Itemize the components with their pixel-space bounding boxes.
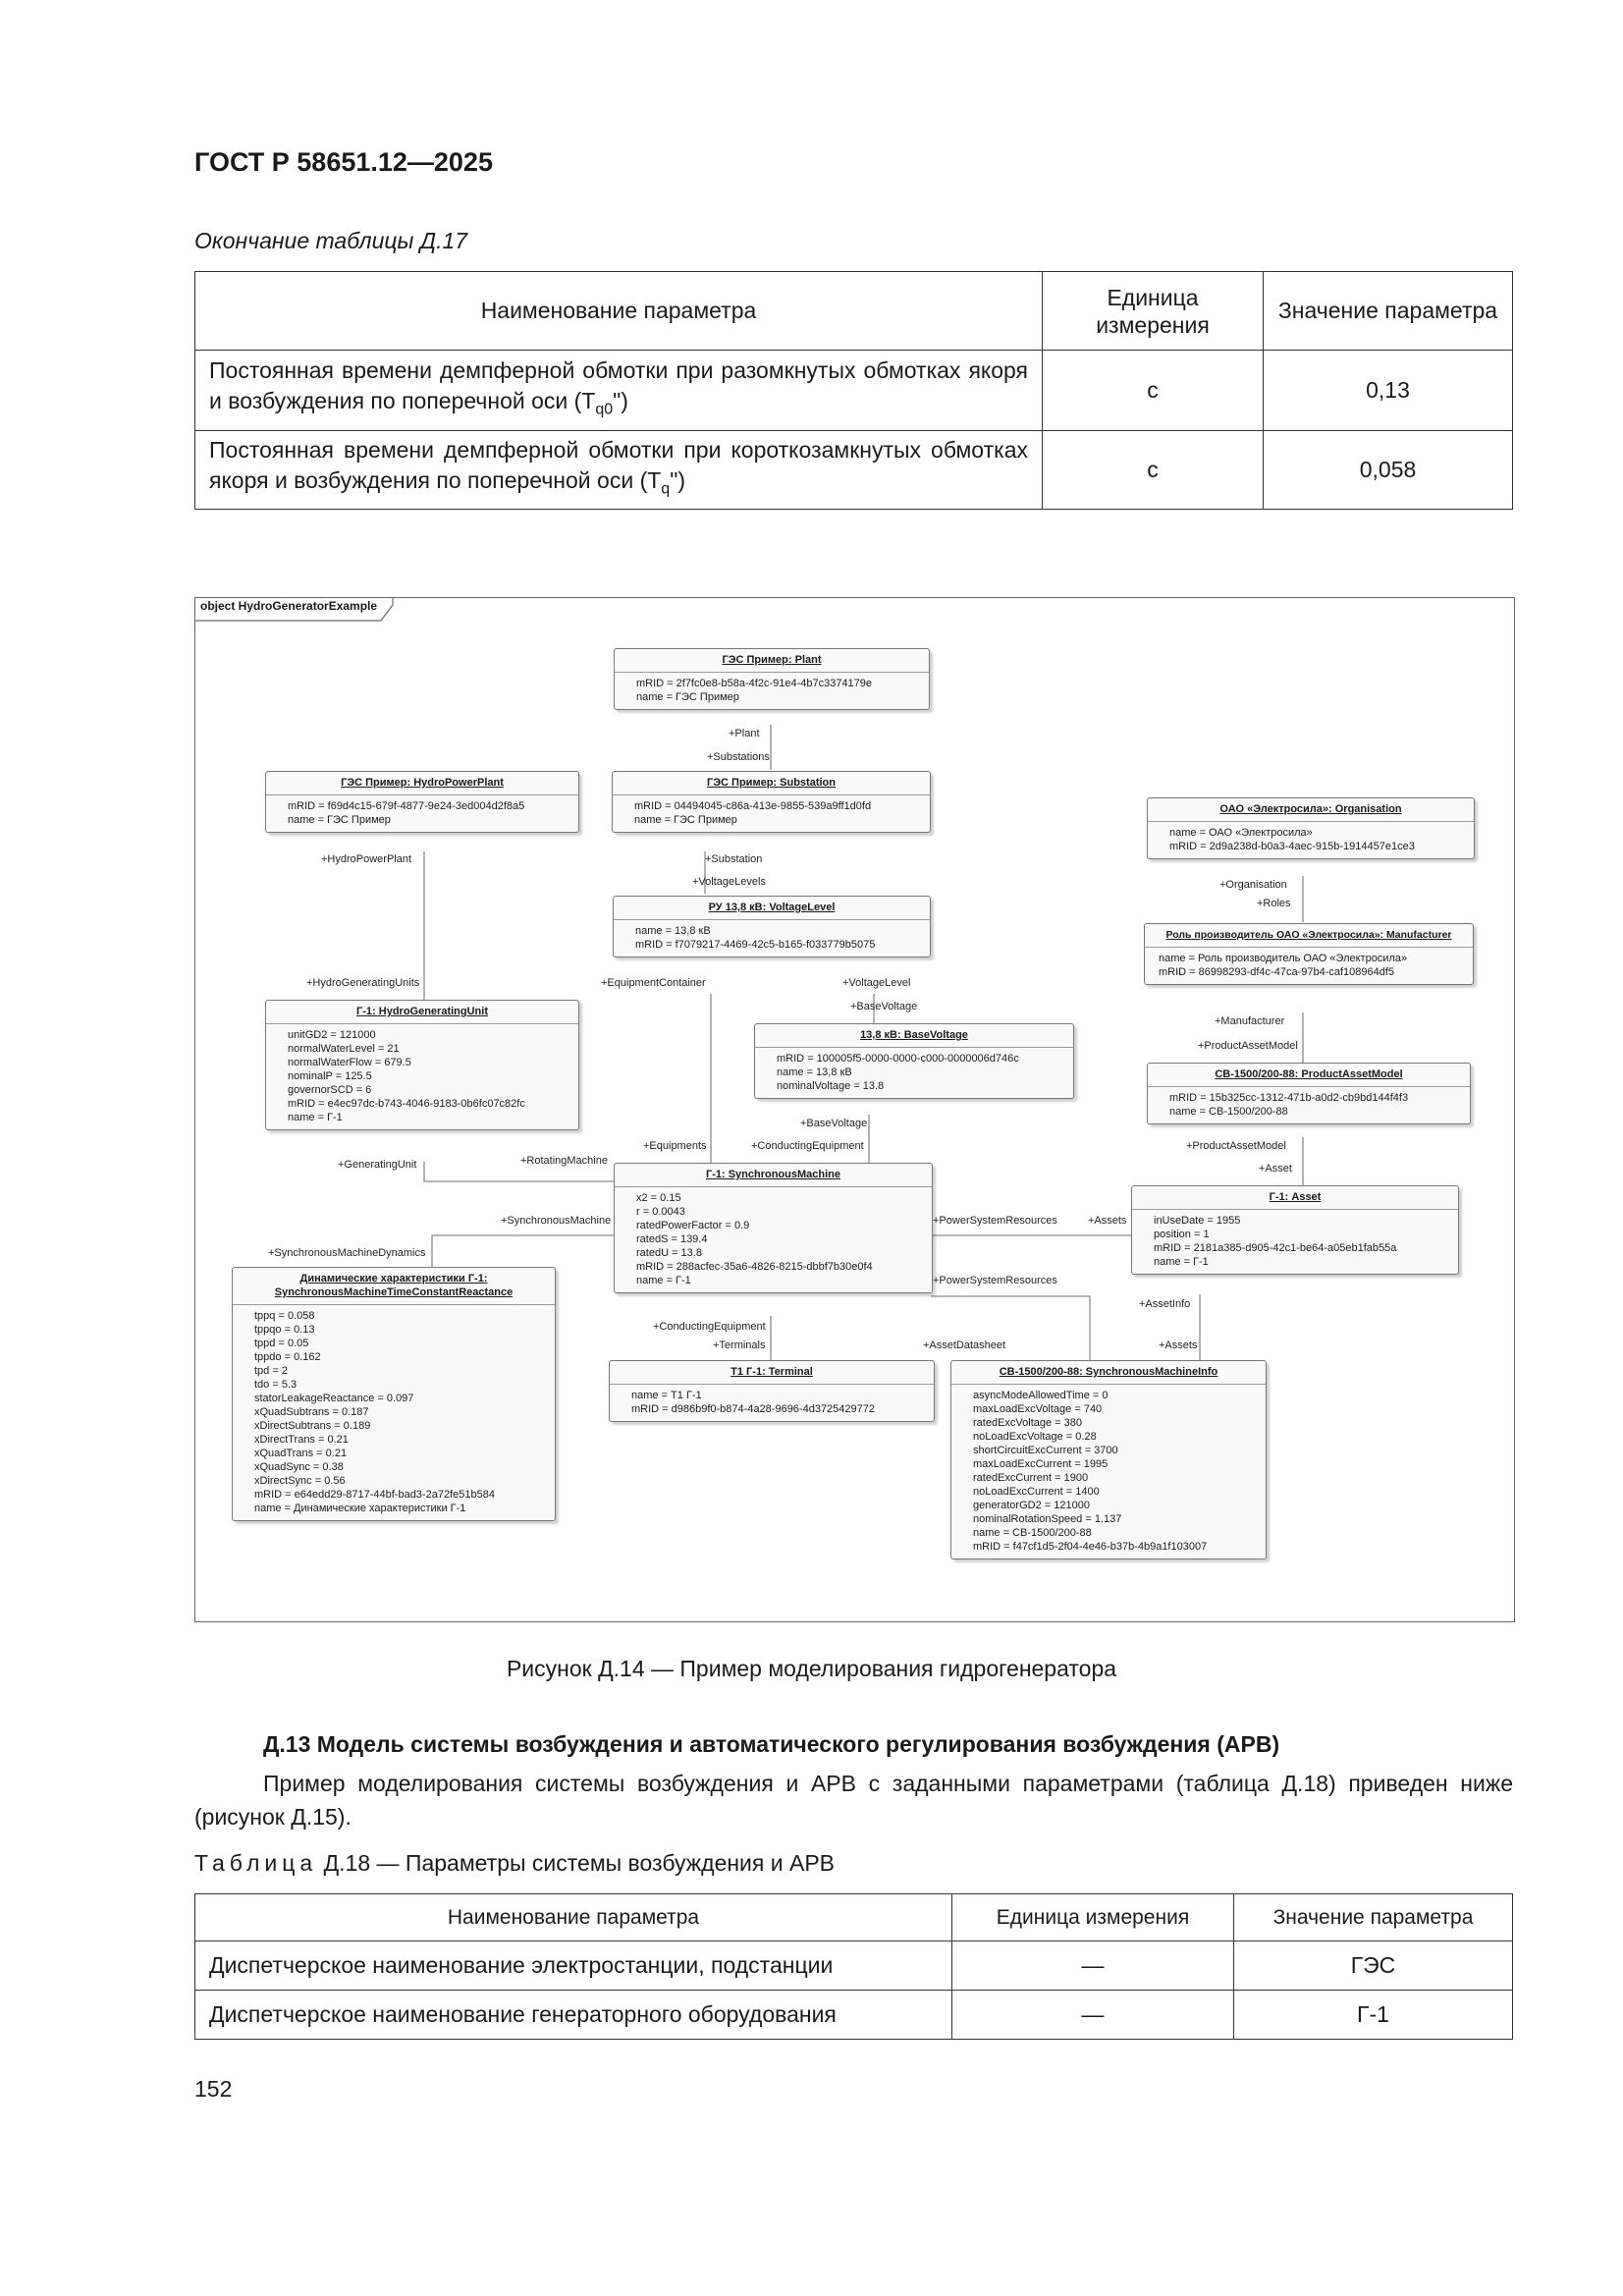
param-name-cell: Диспетчерское наименование электростанции, подстанции xyxy=(195,1941,952,1991)
role-label: +SynchronousMachineDynamics xyxy=(268,1247,426,1259)
role-label: +PowerSystemResources xyxy=(933,1215,1057,1227)
uml-box-substation xyxy=(612,771,931,833)
box-title: Г-1: Asset xyxy=(1132,1186,1458,1210)
section-heading: Д.13 Модель системы возбуждения и автоматического регулирования возбуждения (АРВ) xyxy=(263,1731,1280,1757)
section-paragraph: Пример моделирования системы возбуждения и АРВ с заданными параметрами (таблица Д.18) приведен ниже (рисунок Д.15). xyxy=(194,1771,1513,1830)
attribute: ratedS = 139.4 xyxy=(636,1233,708,1245)
box-attributes xyxy=(951,1385,1266,1558)
frame-label: object HydroGeneratorExample xyxy=(200,599,378,613)
sm-dynamics-link xyxy=(432,1235,614,1267)
attribute: normalWaterFlow = 679.5 xyxy=(288,1057,411,1068)
attribute: mRID = 86998293-df4c-47ca-97b4-caf108964df5 xyxy=(1159,966,1395,978)
box-title-line: SynchronousMachineTimeConstantReactance xyxy=(274,1286,514,1298)
column-header: Наименование параметра xyxy=(195,272,1043,351)
uml-box-manufacturer xyxy=(1144,923,1474,985)
attribute: xDirectSync = 0.56 xyxy=(254,1475,346,1487)
box-attributes xyxy=(613,795,930,832)
value-cell: Г-1 xyxy=(1234,1991,1513,2040)
box-title: ГЭС Пример: HydroPowerPlant xyxy=(266,772,578,795)
attribute: governorSCD = 6 xyxy=(288,1084,372,1096)
table-caption: Таблица Д.18 — Параметры системы возбуждения и АРВ xyxy=(194,1850,836,1876)
table-d18 xyxy=(194,1893,1513,2040)
value-cell: ГЭС xyxy=(1234,1941,1513,1991)
role-label: +ConductingEquipment xyxy=(653,1321,766,1333)
attribute: name = СВ-1500/200-88 xyxy=(973,1527,1092,1539)
attribute: tdo = 5.3 xyxy=(254,1379,298,1391)
unit-cell: с xyxy=(1043,351,1264,431)
uml-box-productassetmodel xyxy=(1147,1063,1471,1124)
role-label: +ConductingEquipment xyxy=(751,1140,864,1152)
table-row xyxy=(195,1941,1513,1991)
attribute: ratedU = 13.8 xyxy=(636,1247,702,1259)
attribute: tppd = 0.05 xyxy=(254,1338,309,1349)
attribute: noLoadExcCurrent = 1400 xyxy=(973,1486,1100,1498)
attribute: asyncModeAllowedTime = 0 xyxy=(973,1390,1109,1401)
attribute: mRID = d986b9f0-b874-4a28-9696-4d3725429772 xyxy=(631,1403,875,1415)
attribute: tppq = 0.058 xyxy=(254,1310,315,1322)
attribute: nominalRotationSpeed = 1.137 xyxy=(973,1513,1122,1525)
uml-box-voltagelevel xyxy=(613,896,931,957)
attribute: xDirectTrans = 0.21 xyxy=(254,1434,349,1446)
attribute: generatorGD2 = 121000 xyxy=(973,1500,1090,1511)
role-label: +ProductAssetModel xyxy=(1198,1040,1298,1052)
box-attributes xyxy=(1148,1087,1470,1123)
attribute: mRID = e64edd29-8717-44bf-bad3-2a72fe51b584 xyxy=(254,1489,495,1501)
attribute: maxLoadExcCurrent = 1995 xyxy=(973,1458,1109,1470)
box-title: СВ-1500/200-88: SynchronousMachineInfo xyxy=(951,1361,1266,1385)
attribute: mRID = f69d4c15-679f-4877-9e24-3ed004d2f8a5 xyxy=(288,800,525,812)
attribute: name = Динамические характеристики Г-1 xyxy=(254,1503,466,1514)
box-title: Г-1: HydroGeneratingUnit xyxy=(266,1001,578,1024)
value-cell: 0,13 xyxy=(1264,351,1513,431)
box-title-line: Динамические характеристики Г-1: xyxy=(299,1273,488,1285)
value-cell: 0,058 xyxy=(1264,431,1513,510)
unit-cell: — xyxy=(952,1991,1234,2040)
attribute: name = Г-1 xyxy=(636,1275,691,1286)
role-label: +PowerSystemResources xyxy=(933,1275,1057,1286)
box-title: РУ 13,8 кВ: VoltageLevel xyxy=(614,897,930,920)
box-title: ГЭС Пример: Plant xyxy=(615,649,929,673)
unit-cell: с xyxy=(1043,431,1264,510)
box-attributes xyxy=(1132,1210,1458,1274)
figure-caption: Рисунок Д.14 — Пример моделирования гидрогенератора xyxy=(506,1656,1117,1681)
document-title: ГОСТ Р 58651.12—2025 xyxy=(194,147,493,177)
attribute: mRID = 2f7fc0e8-b58a-4f2c-91e4-4b7c3374179e xyxy=(636,678,873,689)
box-title: СВ-1500/200-88: ProductAssetModel xyxy=(1148,1064,1470,1087)
attribute: ratedExcCurrent = 1900 xyxy=(973,1472,1089,1484)
uml-box-hydrogeneratingunit xyxy=(265,1000,579,1130)
attribute: name = ГЭС Пример xyxy=(634,814,737,826)
attribute: name = Роль производитель ОАО «Электросила» xyxy=(1159,953,1408,964)
role-label: +Asset xyxy=(1259,1163,1292,1175)
box-attributes xyxy=(233,1305,555,1520)
attribute: xQuadSubtrans = 0.187 xyxy=(254,1406,369,1418)
role-label: +RotatingMachine xyxy=(520,1155,608,1167)
role-label: +Substation xyxy=(705,853,763,865)
attribute: mRID = f7079217-4469-42c5-b165-f033779b5075 xyxy=(635,939,876,951)
attribute: ratedExcVoltage = 380 xyxy=(973,1417,1082,1429)
role-label: +Assets xyxy=(1159,1339,1198,1351)
box-title: Т1 Г-1: Terminal xyxy=(610,1361,934,1385)
attribute: mRID = 288acfec-35a6-4826-8215-dbbf7b30e0f4 xyxy=(636,1261,873,1273)
attribute: tppdo = 0.162 xyxy=(254,1351,321,1363)
attribute: xDirectSubtrans = 0.189 xyxy=(254,1420,371,1432)
param-name-cell: Постоянная времени демпферной обмотки при разомкнутых обмотках якоря и возбуждения по поперечной оси $(T_{q0}")$ xyxy=(195,351,1043,431)
attribute: tppqo = 0.13 xyxy=(254,1324,315,1336)
role-label: +GeneratingUnit xyxy=(338,1159,417,1171)
attribute: maxLoadExcVoltage = 740 xyxy=(973,1403,1103,1415)
attribute: name = Г-1 xyxy=(288,1112,343,1123)
box-title: Роль производитель ОАО «Электросила»: Manufacturer xyxy=(1145,924,1473,948)
attribute: shortCircuitExcCurrent = 3700 xyxy=(973,1445,1118,1456)
box-attributes xyxy=(755,1048,1073,1098)
uml-box-synchronousmachine xyxy=(614,1163,933,1293)
attribute: mRID = 2d9a238d-b0a3-4aec-915b-1914457e1ce3 xyxy=(1169,841,1415,852)
uml-box-smdynamics xyxy=(232,1267,556,1521)
uml-box-hydropowerplant xyxy=(265,771,579,833)
uml-box-asset xyxy=(1131,1185,1459,1275)
box-title: ОАО «Электросила»: Organisation xyxy=(1148,798,1474,822)
box-title: ГЭС Пример: Substation xyxy=(613,772,930,795)
page-number: 152 xyxy=(194,2076,233,2102)
column-header: Наименование параметра xyxy=(195,1894,952,1941)
attribute: r = 0.0043 xyxy=(636,1206,685,1218)
attribute: name = 13,8 кВ xyxy=(777,1066,852,1078)
param-name-cell: Диспетчерское наименование генераторного оборудования xyxy=(195,1991,952,2040)
role-label: +VoltageLevel xyxy=(842,977,911,989)
role-label: +AssetInfo xyxy=(1139,1298,1191,1310)
attribute: name = ГЭС Пример xyxy=(636,691,739,703)
uml-box-synchronousmachineinfo xyxy=(950,1360,1267,1559)
column-header: Значение параметра xyxy=(1234,1894,1513,1941)
attribute: inUseDate = 1955 xyxy=(1154,1215,1241,1227)
attribute: name = ГЭС Пример xyxy=(288,814,391,826)
attribute: mRID = 2181a385-d905-42c1-be64-a05eb1fab55a xyxy=(1154,1242,1397,1254)
role-label: +Plant xyxy=(729,728,760,739)
box-attributes xyxy=(614,920,930,957)
attribute: x2 = 0.15 xyxy=(636,1192,681,1204)
uml-box-basevoltage xyxy=(754,1023,1074,1099)
uml-box-terminal xyxy=(609,1360,935,1422)
attribute: tpd = 2 xyxy=(254,1365,288,1377)
column-header: Значение параметра xyxy=(1264,272,1513,351)
attribute: name = СВ-1500/200-88 xyxy=(1169,1106,1288,1118)
attribute: mRID = 04494045-c86a-413e-9855-539a9ff1d0fd xyxy=(634,800,872,812)
box-attributes xyxy=(1145,948,1473,984)
box-title: 13,8 кВ: BaseVoltage xyxy=(755,1024,1073,1048)
role-label: +SynchronousMachine xyxy=(501,1215,612,1227)
role-label: +Substations xyxy=(707,751,770,763)
role-label: +Roles xyxy=(1257,898,1291,909)
role-label: +BaseVoltage xyxy=(800,1118,868,1129)
param-name-cell: Постоянная времени демпферной обмотки при короткозамкнутых обмотках якоря и возбуждения по поперечной оси $(T_q")$ xyxy=(195,431,1043,510)
table-header-row xyxy=(195,1894,1513,1941)
uml-box-plant xyxy=(614,648,930,710)
attribute: noLoadExcVoltage = 0.28 xyxy=(973,1431,1097,1443)
box-title: Г-1: SynchronousMachine xyxy=(615,1164,932,1187)
box-attributes xyxy=(266,795,578,832)
role-label: +VoltageLevels xyxy=(692,876,766,888)
role-label: +Manufacturer xyxy=(1215,1015,1285,1027)
role-label: +Equipments xyxy=(643,1140,707,1152)
role-label: +HydroGeneratingUnits xyxy=(306,977,420,989)
attribute: name = Г-1 xyxy=(1154,1256,1209,1268)
table-caption: Окончание таблицы Д.17 xyxy=(194,228,468,253)
role-label: +BaseVoltage xyxy=(850,1001,918,1012)
column-header: Единица измерения xyxy=(952,1894,1234,1941)
attribute: name = 13,8 кВ xyxy=(635,925,711,937)
role-label: +ProductAssetModel xyxy=(1186,1140,1286,1152)
box-attributes xyxy=(1148,822,1474,858)
role-label: +Terminals xyxy=(713,1339,766,1351)
attribute: nominalVoltage = 13.8 xyxy=(777,1080,885,1092)
attribute: position = 1 xyxy=(1154,1229,1210,1240)
attribute: mRID = e4ec97dc-b743-4046-9183-0b6fc07c82fc xyxy=(288,1098,525,1110)
attribute: statorLeakageReactance = 0.097 xyxy=(254,1393,414,1404)
box-attributes xyxy=(266,1024,578,1129)
attribute: ratedPowerFactor = 0.9 xyxy=(636,1220,750,1231)
attribute: normalWaterLevel = 21 xyxy=(288,1043,400,1055)
attribute: nominalP = 125.5 xyxy=(288,1070,372,1082)
attribute: name = ОАО «Электросила» xyxy=(1169,827,1313,839)
unit-cell: — xyxy=(952,1941,1234,1991)
table-row xyxy=(195,1991,1513,2040)
box-title xyxy=(233,1268,555,1305)
attribute: mRID = f47cf1d5-2f04-4e46-b37b-4b9a1f103007 xyxy=(973,1541,1208,1553)
role-label: +Organisation xyxy=(1219,879,1287,891)
box-attributes xyxy=(610,1385,934,1421)
role-label: +Assets xyxy=(1088,1215,1127,1227)
attribute: unitGD2 = 121000 xyxy=(288,1029,376,1041)
attribute: mRID = 100005f5-0000-0000-c000-0000006d746c xyxy=(777,1053,1019,1065)
role-label: +AssetDatasheet xyxy=(923,1339,1006,1351)
attribute: xQuadTrans = 0.21 xyxy=(254,1448,348,1459)
box-attributes xyxy=(615,673,929,709)
attribute: xQuadSync = 0.38 xyxy=(254,1461,344,1473)
column-header: Единица измерения xyxy=(1043,272,1264,351)
box-attributes xyxy=(615,1187,932,1292)
uml-box-organisation xyxy=(1147,797,1475,859)
attribute: name = Т1 Г-1 xyxy=(631,1390,702,1401)
attribute: mRID = 15b325cc-1312-471b-a0d2-cb9bd144f4f3 xyxy=(1169,1092,1409,1104)
role-label: +EquipmentContainer xyxy=(601,977,706,989)
role-label: +HydroPowerPlant xyxy=(321,853,412,865)
